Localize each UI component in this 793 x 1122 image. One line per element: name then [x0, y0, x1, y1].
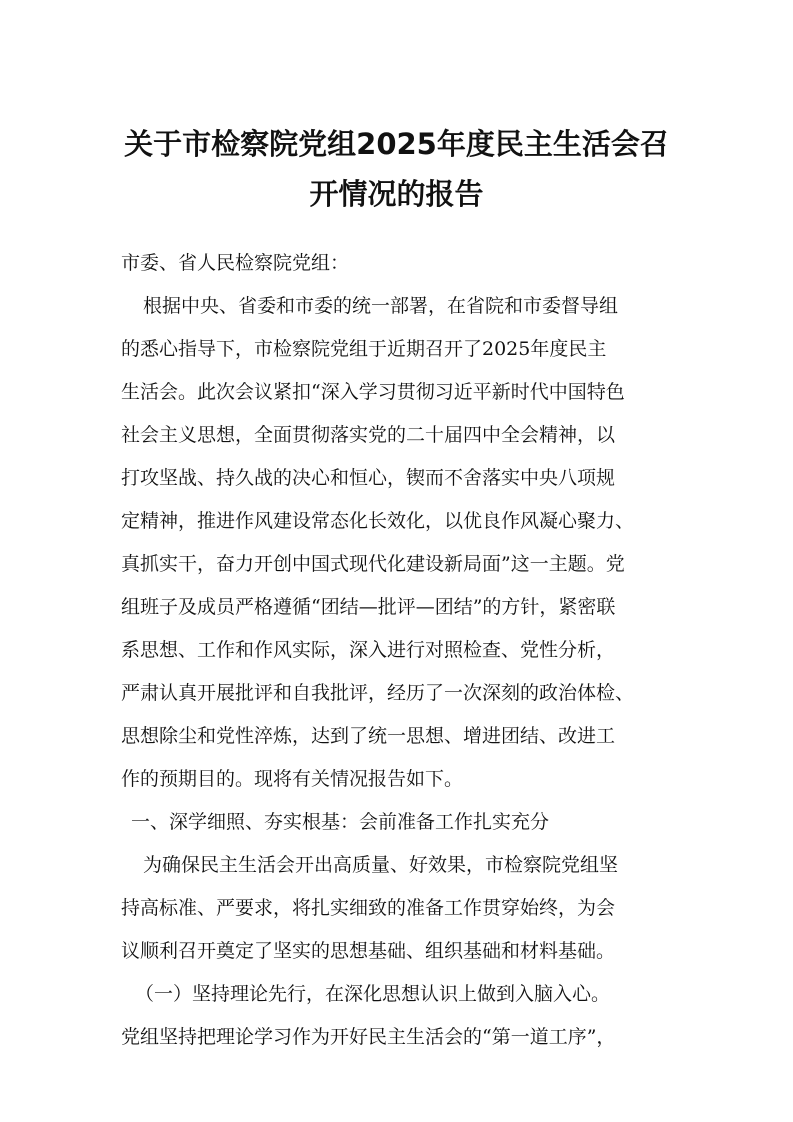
- body-line: 议顺利召开奠定了坚实的思想基础、组织基础和材料基础。: [121, 940, 616, 962]
- body-line: 持高标准、严要求，将扎实细致的准备工作贯穿始终，为会: [121, 897, 616, 919]
- salutation: 市委、省人民检察院党组：: [121, 252, 350, 274]
- body-line: 为确保民主生活会开出高质量、好效果，市检察院党组坚: [143, 854, 619, 876]
- body-line: 社会主义思想，全面贯彻落实党的二十届四中全会精神，以: [121, 424, 616, 446]
- body-line: 定精神，推进作风建设常态化长效化，以优良作风凝心聚力、: [121, 510, 635, 532]
- body-line: 严肃认真开展批评和自我批评，经历了一次深刻的政治体检、: [121, 682, 635, 704]
- body-line: 根据中央、省委和市委的统一部署，在省院和市委督导组: [143, 295, 619, 317]
- subsection-heading: （一）坚持理论先行，在深化思想认识上做到入脑入心。: [135, 983, 611, 1005]
- body-line: 打攻坚战、持久战的决心和恒心，锲而不舍落实中央八项规: [121, 467, 616, 489]
- body-line: 党组坚持把理论学习作为开好民主生活会的“第一道工序”，: [121, 1026, 616, 1048]
- section-heading: 一、深学细照、夯实根基：会前准备工作扎实充分: [131, 811, 550, 833]
- body-line: 生活会。此次会议紧扣“深入学习贯彻习近平新时代中国特色: [121, 381, 625, 403]
- body-line: 系思想、工作和作风实际，深入进行对照检查、党性分析，: [121, 639, 616, 661]
- body-line: 组班子及成员严格遵循“团结—批评—团结”的方针，紧密联: [121, 596, 616, 618]
- document-title-line-2: 开情况的报告: [309, 177, 484, 211]
- document-title-line-1: 关于市检察院党组2025年度民主生活会召: [124, 127, 669, 161]
- body-line: 作的预期目的。现将有关情况报告如下。: [121, 768, 464, 790]
- body-line: 的悉心指导下，市检察院党组于近期召开了2025年度民主: [121, 338, 607, 360]
- body-line: 真抓实干，奋力开创中国式现代化建设新局面”这一主题。党: [121, 553, 625, 575]
- body-line: 思想除尘和党性淬炼，达到了统一思想、增进团结、改进工: [121, 725, 616, 747]
